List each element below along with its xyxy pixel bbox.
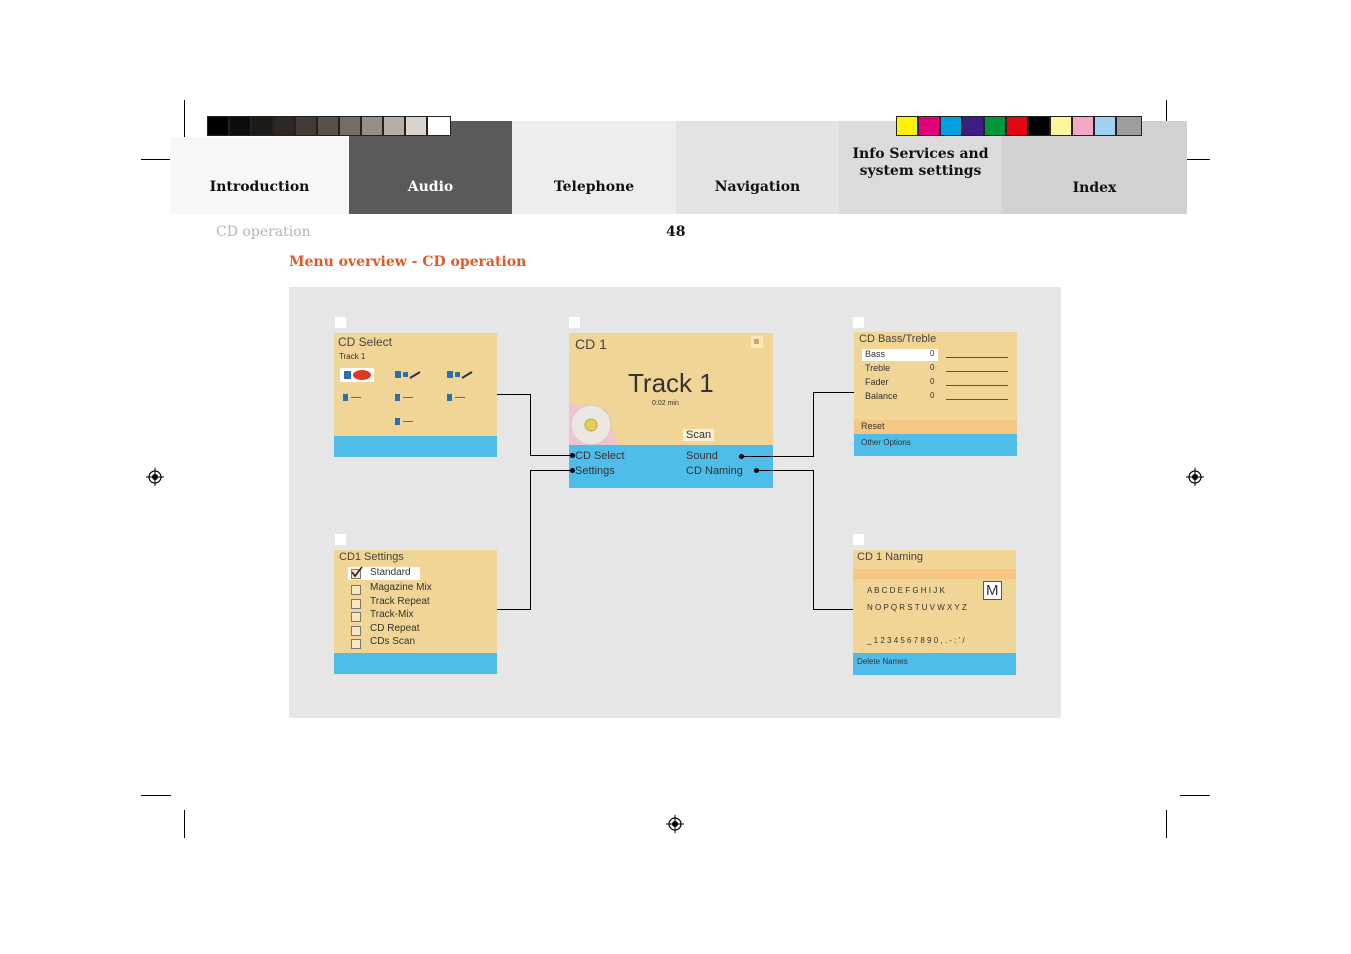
color-swatch <box>918 116 940 136</box>
bass-treble-screen <box>854 332 1017 456</box>
screen-subtitle: Track 1 <box>339 352 366 361</box>
screen-title: CD Bass/Treble <box>859 333 937 345</box>
connector-dot <box>570 468 575 473</box>
crop-mark <box>141 795 171 796</box>
screen-title: CD Select <box>338 335 393 349</box>
option-label: Track Repeat <box>370 596 430 607</box>
selected-letter[interactable]: M <box>983 581 1002 600</box>
gray-swatch <box>405 116 427 136</box>
bass-slider[interactable] <box>946 357 1008 358</box>
color-swatch <box>940 116 962 136</box>
option-checkbox[interactable] <box>351 585 361 595</box>
option-checkbox[interactable] <box>351 612 361 622</box>
connector-line <box>530 470 573 471</box>
figure-marker <box>335 317 346 328</box>
gray-swatch <box>295 116 317 136</box>
connector-line <box>756 470 814 471</box>
treble-value: 0 <box>930 363 935 372</box>
cd-naming-screen <box>853 550 1016 675</box>
fader-value: 0 <box>930 377 935 386</box>
menu-settings[interactable]: Settings <box>575 465 615 477</box>
connector-line <box>497 394 531 395</box>
figure-marker <box>853 317 864 328</box>
crop-mark <box>184 810 185 838</box>
menu-cd-select[interactable]: CD Select <box>575 450 625 462</box>
tab-audio[interactable]: Audio <box>349 121 512 214</box>
tab-info-services[interactable]: Info Services and system settings <box>839 121 1002 214</box>
name-entry-field[interactable] <box>853 569 1016 579</box>
option-checkbox[interactable] <box>351 639 361 649</box>
cd-slot-empty: — <box>343 392 361 403</box>
section-title: CD operation <box>216 224 311 240</box>
gray-swatch <box>207 116 229 136</box>
gray-swatch <box>427 116 451 136</box>
figure-marker <box>569 317 580 328</box>
option-label: CD Repeat <box>370 623 420 634</box>
option-checkbox[interactable] <box>351 626 361 636</box>
connector-dot <box>570 453 575 458</box>
crop-mark <box>1180 795 1210 796</box>
treble-label[interactable]: Treble <box>865 363 891 373</box>
cd-slot-empty: — <box>395 392 413 403</box>
gray-swatch <box>251 116 273 136</box>
figure-marker <box>853 534 864 545</box>
delete-names-button[interactable]: Delete Names <box>857 657 908 666</box>
letters-row-3[interactable]: _ 1 2 3 4 5 6 7 8 9 0 , . - : ' / <box>867 636 965 645</box>
connector-line <box>813 392 854 393</box>
other-options-button[interactable]: Other Options <box>861 438 911 447</box>
treble-slider[interactable] <box>946 371 1008 372</box>
color-swatch <box>1072 116 1094 136</box>
gray-swatch <box>273 116 295 136</box>
cd-select-screen <box>334 333 497 457</box>
gray-swatch <box>339 116 361 136</box>
color-swatch <box>1094 116 1116 136</box>
bass-value: 0 <box>930 349 935 358</box>
color-swatch <box>1050 116 1072 136</box>
bass-label[interactable]: Bass <box>865 349 886 359</box>
gray-swatch <box>317 116 339 136</box>
cd-slot-icon <box>394 370 422 380</box>
connector-line <box>497 609 531 610</box>
connector-line <box>813 470 814 610</box>
tab-telephone[interactable]: Telephone <box>512 121 676 214</box>
screen-title: CD 1 Naming <box>857 551 924 563</box>
color-swatch <box>1006 116 1028 136</box>
option-label: Magazine Mix <box>370 582 432 593</box>
checkmark-icon <box>351 566 363 578</box>
fader-label[interactable]: Fader <box>865 377 889 387</box>
color-swatch <box>984 116 1006 136</box>
registration-mark-icon <box>146 468 164 486</box>
connector-line <box>530 455 573 456</box>
menu-sound[interactable]: Sound <box>686 450 718 462</box>
balance-label[interactable]: Balance <box>865 391 898 401</box>
option-label: Track-Mix <box>370 609 414 620</box>
connector-line <box>530 394 531 456</box>
screen-bar <box>334 653 497 674</box>
tab-navigation[interactable]: Navigation <box>676 121 839 214</box>
color-swatch <box>1028 116 1050 136</box>
cd-main-screen <box>569 333 773 488</box>
status-icon <box>751 336 763 348</box>
crop-mark <box>184 100 185 142</box>
option-label: Standard <box>370 567 411 578</box>
track-title: Track 1 <box>628 368 714 398</box>
connector-line <box>813 609 853 610</box>
gray-swatch <box>361 116 383 136</box>
fader-slider[interactable] <box>946 385 1008 386</box>
screen-bar <box>334 436 497 457</box>
scan-button[interactable]: Scan <box>683 429 714 441</box>
color-swatch <box>896 116 918 136</box>
figure-marker <box>335 534 346 545</box>
connector-line <box>741 456 814 457</box>
gray-swatch <box>229 116 251 136</box>
option-checkbox[interactable] <box>351 599 361 609</box>
page-number: 48 <box>666 224 686 240</box>
cd-slot-empty: — <box>447 392 465 403</box>
connector-line <box>530 470 531 610</box>
option-label: CDs Scan <box>370 636 416 647</box>
gray-swatch <box>383 116 405 136</box>
crop-mark <box>1166 810 1167 838</box>
color-swatch <box>962 116 984 136</box>
cd-slot-active-icon <box>340 368 374 382</box>
menu-cd-naming[interactable]: CD Naming <box>686 465 743 477</box>
screen-title: CD 1 <box>575 336 607 352</box>
registration-mark-icon <box>666 815 684 833</box>
tab-index[interactable]: Index <box>1002 121 1187 214</box>
cd-slot-empty: — <box>395 416 413 427</box>
crop-mark <box>141 159 171 160</box>
track-time: 0:02 min <box>652 400 679 407</box>
reset-button[interactable]: Reset <box>861 421 885 431</box>
connector-line <box>813 392 814 457</box>
cd-settings-screen <box>334 550 497 674</box>
balance-slider[interactable] <box>946 399 1008 400</box>
letters-row-2[interactable]: N O P Q R S T U V W X Y Z <box>867 603 967 612</box>
cd-slot-icon <box>446 370 474 380</box>
letters-row-1[interactable]: A B C D E F G H I J K <box>867 586 945 595</box>
registration-mark-icon <box>1186 468 1204 486</box>
tab-introduction[interactable]: Introduction <box>170 137 349 214</box>
balance-value: 0 <box>930 391 935 400</box>
page-heading: Menu overview - CD operation <box>289 254 527 270</box>
color-swatch <box>1116 116 1142 136</box>
cd-disc-icon <box>569 399 621 447</box>
screen-title: CD1 Settings <box>339 551 404 563</box>
